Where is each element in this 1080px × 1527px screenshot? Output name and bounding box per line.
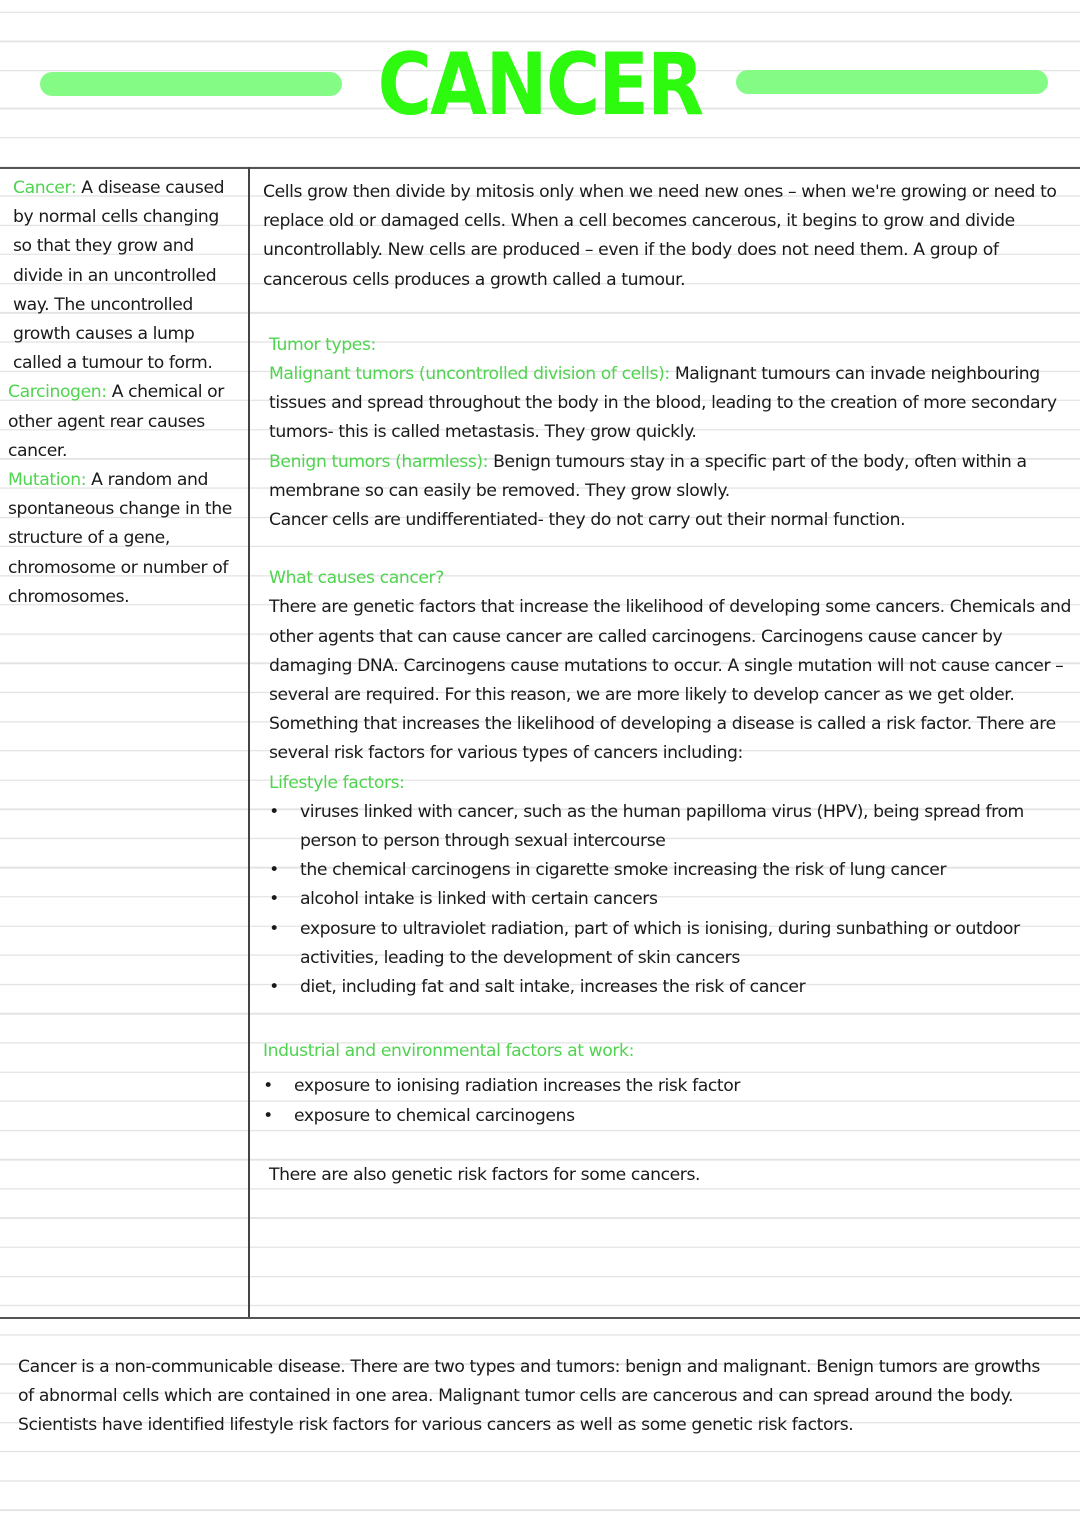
lifestyle-list [269, 798, 1073, 1002]
definition-term: Mutation: [8, 470, 87, 491]
main-notes [263, 178, 1073, 1190]
lifestyle-heading: Lifestyle factors: [269, 772, 405, 793]
causes-paragraph: There are genetic factors that increase the likelihood of developing some cancers. Chemicals and other agents that can cause cancer are called carcinogens. Carcinogens cause cancer by damaging DNA. Carcinogens cause mutations to occur. A single mutation will not cause cancer – several are required. For this reason, we are more likely to develop cancer as we get older. Something that increases the likelihood of developing a disease is called a risk factor. There are several risk factors for various types of cancers including: [269, 597, 1072, 764]
intro-paragraph: Cells grow then divide by mitosis only when we need new ones – when we're growing or need to replace old or damaged cells. When a cell becomes cancerous, it begins to grow and divide uncontrollably. New cells are produced – even if the body does not need them. A group of cancerous cells produces a growth called a tumour. [263, 182, 1057, 290]
bullet-icon: • [269, 801, 279, 822]
top-rule [0, 167, 1080, 169]
summary-paragraph: Cancer is a non-communicable disease. There are two types and tumors: benign and malignant. Benign tumors are growths of abnormal cells which are contained in one area. Malignant tumor cells are cancerous and can spread around the body. Scientists have identified lifestyle risk factors for various cancers as well as some genetic risk factors. [18, 1357, 1040, 1436]
title-band [0, 0, 1080, 150]
decorative-bar-right [736, 70, 1048, 94]
industrial-list [263, 1072, 1073, 1130]
definitions-sidebar [0, 174, 240, 612]
industrial-heading: Industrial and environmental factors at work: [263, 1041, 634, 1062]
list-item [263, 1072, 1073, 1101]
definition-text: A chemical or other agent rear causes cancer. [8, 382, 224, 461]
undifferentiated-paragraph: Cancer cells are undifferentiated- they do not carry out their normal function. [269, 510, 906, 531]
bottom-rule [0, 1317, 1080, 1319]
list-item [269, 915, 1073, 973]
malignant-paragraph [269, 360, 1073, 448]
malignant-label: Malignant tumors (uncontrolled division of cells): [269, 364, 670, 385]
definition-mutation [0, 466, 240, 612]
benign-label: Benign tumors (harmless): [269, 451, 489, 472]
definition-term: Cancer: [13, 178, 77, 198]
list-item [269, 885, 1073, 914]
page-title: CANCER [377, 35, 703, 135]
malignant-text: Malignant tumours can invade neighbouring tissues and spread throughout the body in the blood, leading to the creation of more secondary tumors- this is called metastasis. They grow quickly. [269, 364, 1057, 443]
list-item-text: alcohol intake is linked with certain cancers [300, 889, 658, 910]
bullet-icon: • [269, 977, 279, 998]
definition-term: Carcinogen: [8, 382, 107, 403]
causes-heading: What causes cancer? [269, 568, 444, 589]
definition-text: A disease caused by normal cells changing so that they grow and divide in an uncontrolled way. The uncontrolled growth causes a lump called a tumour to form. [13, 178, 225, 374]
list-item-text: exposure to ionising radiation increases the risk factor [294, 1076, 741, 1097]
list-item [269, 798, 1073, 856]
tumor-types-heading: Tumor types: [269, 334, 376, 355]
list-item-text: the chemical carcinogens in cigarette smoke increasing the risk of lung cancer [300, 860, 947, 881]
tumor-types-section [263, 331, 1073, 1190]
list-item-text: exposure to ultraviolet radiation, part of which is ionising, during sunbathing or outdoor activities, leading to the development of skin cancers [300, 918, 1020, 968]
genetic-factors-note: There are also genetic risk factors for some cancers. [269, 1164, 701, 1185]
bullet-icon: • [263, 1105, 273, 1126]
bullet-icon: • [269, 918, 279, 939]
definition-carcinogen [0, 378, 240, 466]
benign-paragraph [269, 448, 1073, 506]
benign-text: Benign tumours stay in a specific part of the body, often within a membrane so can easily be removed. They grow slowly. [269, 451, 1027, 501]
list-item [269, 856, 1073, 885]
bullet-icon: • [269, 860, 279, 881]
list-item-text: exposure to chemical carcinogens [294, 1105, 575, 1126]
list-item [263, 1102, 1073, 1131]
list-item-text: diet, including fat and salt intake, increases the risk of cancer [300, 977, 806, 998]
column-divider [248, 167, 250, 1319]
bullet-icon: • [263, 1076, 273, 1097]
definition-text: A random and spontaneous change in the structure of a gene, chromosome or number of chromosomes. [8, 470, 232, 607]
list-item-text: viruses linked with cancer, such as the human papilloma virus (HPV), being spread from person to person through sexual intercourse [300, 801, 1024, 852]
list-item [269, 973, 1073, 1002]
bullet-icon: • [269, 889, 279, 910]
definition-cancer [0, 174, 240, 378]
industrial-section [263, 1037, 1073, 1131]
